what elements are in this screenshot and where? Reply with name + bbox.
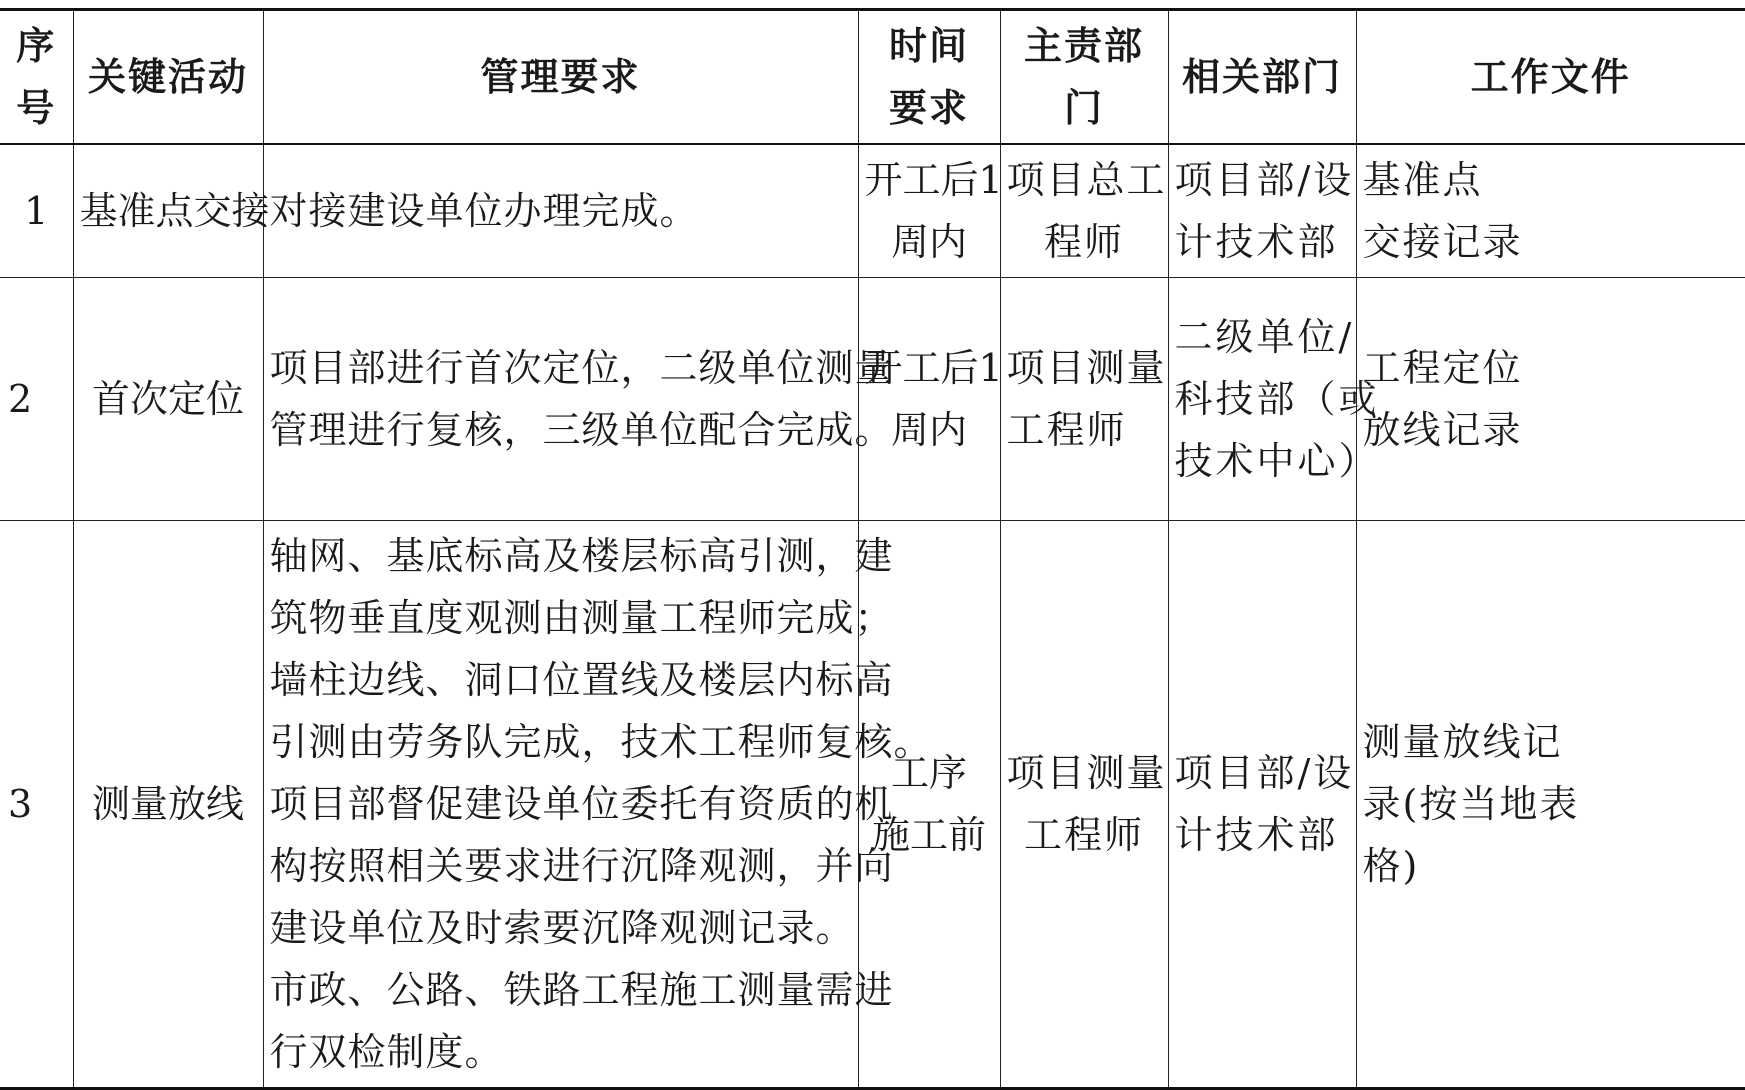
row-requirement	[263, 278, 894, 521]
related-line: 计技术部	[1174, 813, 1339, 857]
row-activity: 基准点交接	[73, 144, 263, 278]
time-line: 开工后1	[864, 346, 1003, 390]
row-seq: 2	[0, 278, 73, 521]
requirement-line: 项目部进行首次定位，二级单位测量	[269, 346, 894, 390]
row-owner	[1000, 521, 1168, 1089]
doc-line: 放线记录	[1362, 408, 1523, 452]
header-time-line-2: 要求	[888, 85, 969, 130]
header-row	[0, 10, 1745, 145]
row-owner	[1000, 278, 1168, 521]
header-activity: 关键活动	[73, 10, 263, 145]
time-line: 施工前	[871, 813, 986, 857]
row-owner	[1000, 144, 1168, 278]
owner-line: 项目测量	[1006, 751, 1167, 795]
row-doc	[1356, 278, 1745, 521]
doc-line: 交接记录	[1362, 220, 1523, 264]
row-time	[858, 144, 1003, 278]
measurement-requirements-table	[0, 8, 1745, 1090]
row-doc	[1356, 144, 1745, 278]
doc-line: 格)	[1362, 844, 1420, 888]
doc-line: 基准点	[1362, 158, 1483, 202]
header-seq-line-1: 序	[16, 23, 57, 68]
header-time-line-1: 时间	[888, 23, 969, 68]
doc-line: 工程定位	[1362, 346, 1523, 390]
row-related	[1168, 278, 1380, 521]
requirement-line: 建设单位及时索要沉降观测记录。	[269, 906, 855, 950]
row-activity: 测量放线	[73, 521, 263, 1089]
table-row	[0, 521, 1745, 1089]
header-seq	[0, 10, 73, 145]
requirement-line: 引测由劳务队完成，技术工程师复核。	[269, 720, 933, 764]
related-line: 二级单位/	[1174, 315, 1355, 359]
owner-line: 项目测量	[1006, 346, 1167, 390]
header-doc: 工作文件	[1356, 10, 1745, 145]
requirement-line: 构按照相关要求进行沉降观测，并向	[269, 844, 894, 888]
time-line: 开工后1	[864, 158, 1003, 202]
related-line: 技术中心）	[1174, 439, 1380, 483]
owner-line: 工程师	[1006, 408, 1127, 452]
related-line: 项目部/设	[1174, 158, 1355, 202]
owner-line: 工程师	[1023, 813, 1144, 857]
requirement-line: 墙柱边线、洞口位置线及楼层内标高	[269, 658, 894, 702]
related-line: 科技部（或	[1174, 377, 1380, 421]
doc-line: 录(按当地表	[1362, 782, 1580, 826]
requirement-line: 筑物垂直度观测由测量工程师完成；	[269, 596, 894, 640]
header-seq-line-2: 号	[16, 85, 57, 130]
requirement-line: 对接建设单位办理完成。	[269, 189, 699, 233]
time-line: 周内	[890, 220, 967, 264]
requirement-line: 市政、公路、铁路工程施工测量需进	[269, 968, 894, 1012]
header-owner: 主责部门	[1000, 10, 1168, 145]
related-line: 计技术部	[1174, 220, 1339, 264]
related-line: 项目部/设	[1174, 751, 1355, 795]
requirement-line: 行双检制度。	[269, 1030, 504, 1074]
requirement-line: 管理进行复核，三级单位配合完成。	[269, 408, 894, 452]
requirement-line: 项目部督促建设单位委托有资质的机	[269, 782, 894, 826]
time-line: 周内	[890, 408, 967, 452]
table-row	[0, 144, 1745, 278]
row-requirement	[263, 144, 858, 278]
row-related	[1168, 521, 1356, 1089]
row-related	[1168, 144, 1356, 278]
owner-line: 项目总工	[1006, 158, 1167, 202]
header-related: 相关部门	[1168, 10, 1356, 145]
row-activity: 首次定位	[73, 278, 263, 521]
requirement-line: 轴网、基底标高及楼层标高引测，建	[269, 534, 894, 578]
time-line: 工序	[890, 751, 967, 795]
table-row	[0, 278, 1745, 521]
row-seq: 3	[0, 521, 73, 1089]
row-doc	[1356, 521, 1745, 1089]
doc-line: 测量放线记	[1362, 720, 1563, 764]
header-requirement: 管理要求	[263, 10, 858, 145]
header-time	[858, 10, 1000, 145]
row-seq: 1	[0, 144, 73, 278]
row-time	[858, 278, 1003, 521]
owner-line: 程师	[1043, 220, 1124, 264]
